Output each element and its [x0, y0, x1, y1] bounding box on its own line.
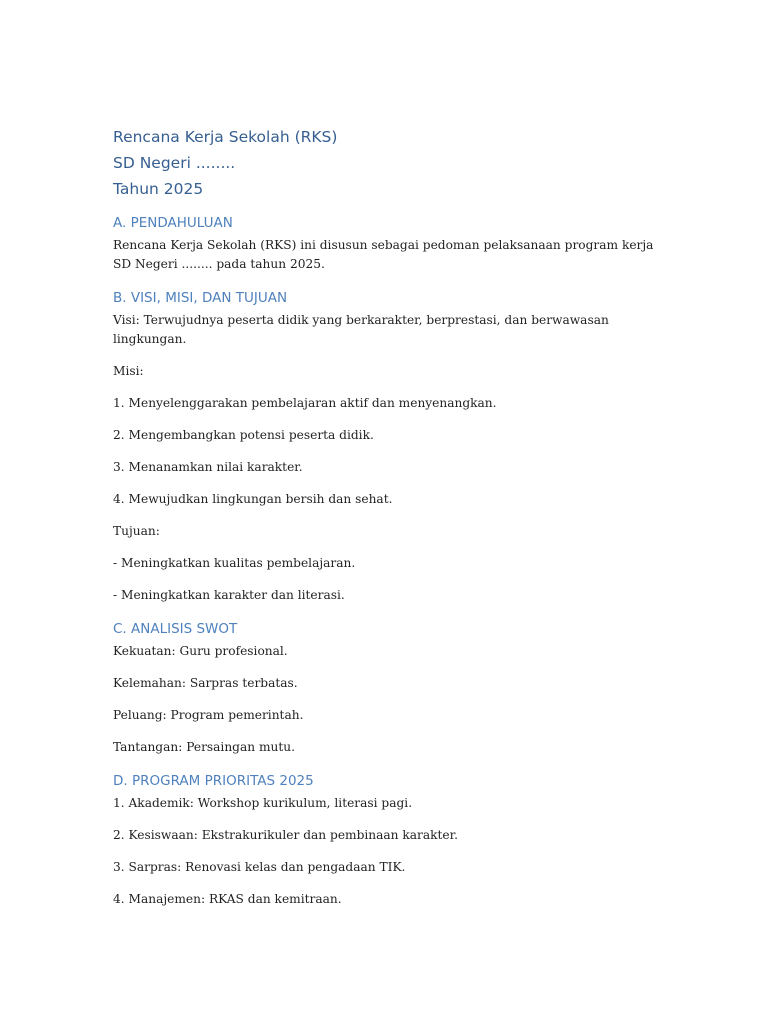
paragraph: Peluang: Program pemerintah.: [113, 708, 304, 722]
paragraph: 4. Mewujudkan lingkungan bersih dan sehat.: [113, 492, 393, 506]
paragraph: Visi: Terwujudnya peserta didik yang berkarakter, berprestasi, dan berwawasan lingkungan.: [113, 313, 609, 346]
paragraph: 4. Manajemen: RKAS dan kemitraan.: [113, 892, 342, 906]
section-heading: A. PENDAHULUAN: [113, 215, 233, 231]
paragraph: Kekuatan: Guru profesional.: [113, 644, 288, 658]
section-pendahuluan: [113, 212, 658, 274]
paragraph: 1. Akademik: Workshop kurikulum, literasi pagi.: [113, 796, 413, 810]
paragraph: Tujuan:: [113, 524, 160, 538]
title-line: SD Negeri ........: [113, 154, 236, 172]
paragraph: Misi:: [113, 364, 144, 378]
section-visi-misi-tujuan: [113, 287, 658, 605]
title-line: Tahun 2025: [113, 180, 204, 198]
section-analisis-swot: [113, 618, 658, 757]
section-heading: B. VISI, MISI, DAN TUJUAN: [113, 290, 288, 306]
paragraph: - Meningkatkan kualitas pembelajaran.: [113, 556, 356, 570]
paragraph: 2. Mengembangkan potensi peserta didik.: [113, 428, 374, 442]
paragraph: 2. Kesiswaan: Ekstrakurikuler dan pembinaan karakter.: [113, 828, 458, 842]
document-page: [113, 124, 658, 906]
section-heading: C. ANALISIS SWOT: [113, 621, 238, 637]
document-title: [113, 124, 658, 203]
paragraph: - Meningkatkan karakter dan literasi.: [113, 588, 345, 602]
paragraph: 1. Menyelenggarakan pembelajaran aktif dan menyenangkan.: [113, 396, 497, 410]
title-line: Rencana Kerja Sekolah (RKS): [113, 128, 338, 146]
paragraph: Rencana Kerja Sekolah (RKS) ini disusun sebagai pedoman pelaksanaan program kerja SD Negeri ........ pada tahun 2025.: [113, 238, 654, 271]
section-program-prioritas: [113, 770, 658, 909]
paragraph: 3. Sarpras: Renovasi kelas dan pengadaan TIK.: [113, 860, 406, 874]
paragraph: Kelemahan: Sarpras terbatas.: [113, 676, 298, 690]
paragraph: 3. Menanamkan nilai karakter.: [113, 460, 303, 474]
paragraph: Tantangan: Persaingan mutu.: [113, 740, 295, 754]
section-heading: D. PROGRAM PRIORITAS 2025: [113, 773, 314, 789]
